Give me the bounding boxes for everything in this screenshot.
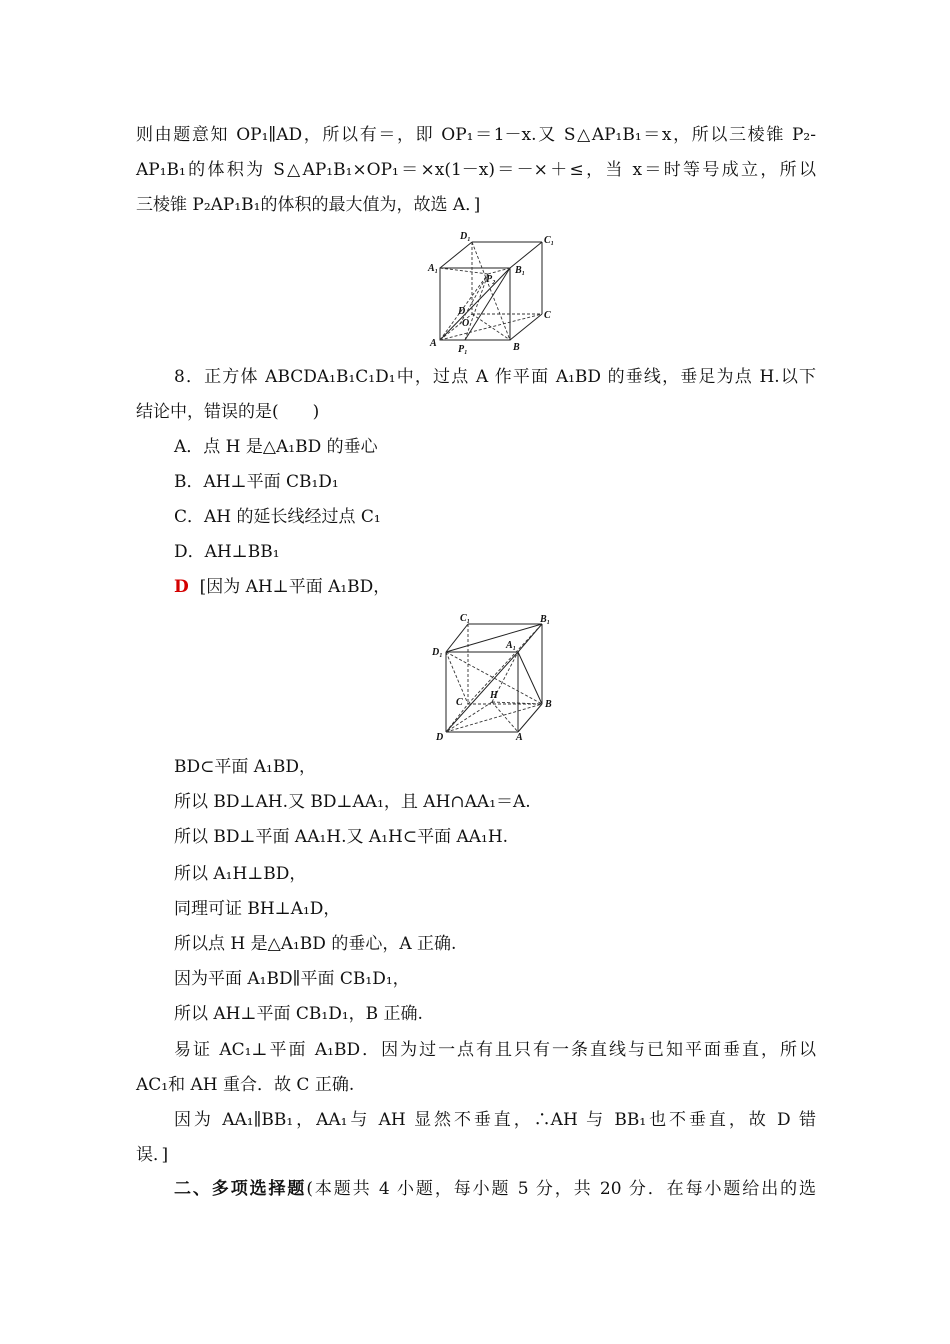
question-8-stem-line-1: 8．正方体 ABCDA₁B₁C₁D₁中，过点 A 作平面 A₁BD 的垂线，垂足为点 H.以下 [174,367,816,387]
label-C: C [456,697,463,708]
label-O: O [462,318,470,329]
solution-step-1: BD⊂平面 A₁BD， [174,757,316,777]
cube-figure-1 [420,226,570,354]
label-C: C [544,310,551,321]
answer-letter: D [174,577,189,597]
label-B: B [545,699,552,710]
option-c: C．AH 的延长线经过点 C₁ [174,507,381,527]
solution-step-4: 所以 A₁H⊥BD， [174,864,307,884]
question-8-stem-line-2: 结论中，错误的是( ) [136,402,320,422]
answer-text: [因为 AH⊥平面 A₁BD， [199,577,391,597]
solution-step-9: 易证 AC₁⊥平面 A₁BD．因为过一点有且只有一条直线与已知平面垂直，所以 [174,1040,816,1060]
label-D1: D₁ [432,647,443,658]
label-P2: P₂ [486,274,496,285]
solution-step-7: 因为平面 A₁BD∥平面 CB₁D₁， [174,969,410,989]
label-A: A [430,338,437,349]
option-a: A．点 H 是△A₁BD 的垂心 [174,437,378,457]
solution-step-10: AC₁和 AH 重合．故 C 正确. [136,1075,355,1095]
label-B1: B₁ [540,614,551,625]
solution-step-12: 误．] [136,1145,169,1165]
prev-solution-line-1: 则由题意知 OP₁∥AD，所以有＝，即 OP₁＝1－x.又 S△AP₁B₁＝x，所以三棱锥 P₂- [136,125,816,145]
label-C1: C₁ [544,235,555,246]
solution-step-11: 因为 AA₁∥BB₁，AA₁与 AH 显然不垂直，∴AH 与 BB₁也不垂直，故 D 错 [174,1110,816,1130]
option-b: B．AH⊥平面 CB₁D₁ [174,472,339,492]
option-d: D．AH⊥BB₁ [174,542,280,562]
solution-step-8: 所以 AH⊥平面 CB₁D₁，B 正确. [174,1004,423,1024]
solution-step-2: 所以 BD⊥AH.又 BD⊥AA₁，且 AH∩AA₁＝A. [174,792,531,812]
section-2-title: 二、多项选择题 [174,1179,307,1199]
label-D: D [436,732,444,743]
label-A1: A₁ [506,640,517,651]
label-B1: B₁ [515,265,526,276]
solution-step-6: 所以点 H 是△A₁BD 的垂心，A 正确. [174,934,457,954]
label-B: B [513,342,520,353]
label-C1: C₁ [460,613,471,624]
cube-figure-2 [430,610,560,745]
label-D1: D₁ [460,231,471,242]
solution-step-3: 所以 BD⊥平面 AA₁H.又 A₁H⊂平面 AA₁H. [174,827,509,847]
section-2-heading-line [174,1177,816,1201]
label-A1: A₁ [428,263,439,274]
label-D: D [458,306,466,317]
solution-step-5: 同理可证 BH⊥A₁D， [174,899,341,919]
label-H: H [490,690,498,701]
prev-solution-line-2: AP₁B₁的体积为 S△AP₁B₁×OP₁＝×x(1－x)＝－×＋≤，当 x＝时等号成立，所以 [136,160,816,180]
answer-line [174,575,816,599]
label-P1: P₁ [458,344,468,354]
section-2-description: (本题共 4 小题，每小题 5 分，共 20 分．在每小题给出的选 [306,1179,816,1199]
prev-solution-line-3: 三棱锥 P₂AP₁B₁的体积的最大值为，故选 A．] [136,195,481,215]
label-A: A [516,732,523,743]
